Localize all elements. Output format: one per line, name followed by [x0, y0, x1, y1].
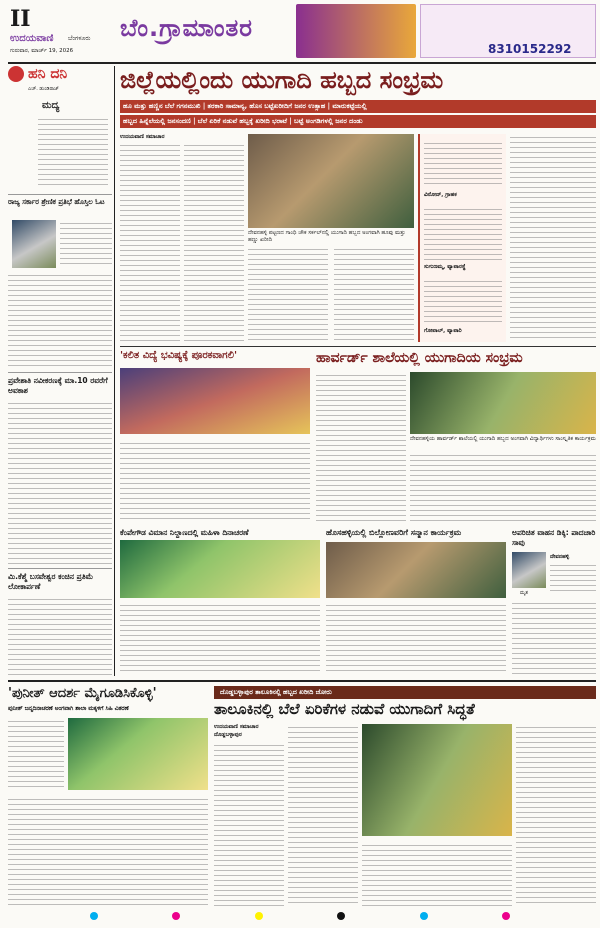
lead-subhead-1: ಹೂ ಮತ್ತು ಹಣ್ಣಿನ ಬೆಲೆ ಗಗನಮುಖಿ | ತರಕಾರಿ ಸಾಮಾನ್ಯ, ಹೊಸ ಬಟ್ಟೆಖರೀದಿಗೆ ಜನರ ಉತ್ಸಾಹ | ಮಾರುಕಟ್ಟೆಯಲ್ಲಿ — [120, 100, 596, 113]
school-text — [120, 440, 310, 522]
divider — [8, 568, 112, 569]
women-text — [120, 602, 320, 674]
women-headline: ಕೆಂಪೇಗೌಡ ವಿಮಾನ ನಿಲ್ದಾಣದಲ್ಲಿ ಮಹಿಳಾ ದಿನಾಚರಣೆ — [120, 528, 249, 537]
bottom-byline: ಉದಯವಾಣಿ ಸಮಾಚಾರ — [214, 724, 259, 730]
school-photo — [120, 368, 310, 434]
portrait-photo — [12, 220, 56, 268]
lead-photo — [248, 134, 414, 228]
poem-text — [38, 116, 108, 188]
ad-phone: 8310152292 — [488, 42, 572, 56]
poem-title: ಮದ್ಯ — [42, 100, 60, 111]
quote2-text — [424, 206, 502, 260]
story-headline: ರಾಜ್ಯ ಸರ್ಕಾರ ಶ್ರೇಣಿಕ ಪ್ರತಿಭೆ ಹೊಸ್ತಿಲ ಓಟ — [8, 198, 105, 206]
harvard-text-2 — [410, 452, 596, 522]
bottom-right-text-2 — [288, 724, 358, 906]
story3-text — [8, 596, 112, 676]
bottom-left-photo — [68, 718, 208, 790]
accident-text — [550, 562, 596, 592]
lead-text-col5 — [510, 134, 596, 342]
masthead-ad-1 — [296, 4, 416, 58]
lead-text-col2 — [184, 142, 244, 342]
bottom-right-headline: ತಾಲೂಕಿನಲ್ಲಿ ಬೆಲೆ ಏರಿಕೆಗಳ ನಡುವೆ ಯುಗಾದಿಗೆ ಸಿದ್ಧತೆ — [214, 700, 475, 718]
hosahalli-photo — [326, 542, 506, 598]
school-headline: 'ಕಲಿತ ವಿದ್ಯೆ ಭವಿಷ್ಯಕ್ಕೆ ಪೂರಕವಾಗಲಿ' — [120, 350, 238, 361]
registration-mark — [172, 912, 180, 920]
quote1-author: ವಿನೋದ್, ಗ್ರಾಹಕ — [424, 192, 457, 198]
quote3-author: ಗೋಪಾಲ್, ವ್ಯಾಪಾರಿ — [424, 328, 462, 334]
bottom-left-headline: 'ಪುನೀತ್ ಆದರ್ಶ ಮೈಗೂಡಿಸಿಕೊಳ್ಳಿ' — [8, 686, 157, 701]
accident-headline: ಅಪರಿಚಿತ ವಾಹನ ಡಿಕ್ಕಿ: ಪಾದಚಾರಿ ಸಾವು — [512, 528, 596, 547]
column-badge — [8, 66, 24, 82]
quote3-text — [424, 278, 502, 324]
bottom-right-text-4 — [516, 724, 596, 906]
story2-text — [8, 400, 112, 564]
bottom-left-sub: ಪುನೀತ್ ಜನ್ಮದಿನಾಚರಣೆ ಅಂಗವಾಗಿ ಶಾಲಾ ಮಕ್ಕಳಿಗೆ ಸಿಹಿ ವಿತರಣೆ — [8, 706, 129, 712]
registration-mark — [420, 912, 428, 920]
lead-photo-caption: ದೇವನಹಳ್ಳಿ ಪಟ್ಟಣದ ಗಾಂಧಿ ಚೌಕ ಸರ್ಕಲ್‌ನಲ್ಲಿ ಯುಗಾದಿ ಹಬ್ಬದ ಅಂಗವಾಗಿ ಹೂವು ಮತ್ತು ಹಣ್ಣು ಖರೀದಿ — [248, 230, 406, 243]
registration-mark — [90, 912, 98, 920]
victim-label: ಮೃತ — [520, 590, 528, 596]
bottom-right-photo — [362, 724, 512, 836]
bottom-right-text-3 — [362, 842, 512, 906]
divider — [8, 194, 112, 195]
quote1-text — [424, 140, 502, 188]
accident-tag: ದೇವನಹಳ್ಳಿ — [550, 554, 570, 560]
edition: ಬೆಂಗಳೂರು — [68, 35, 91, 42]
women-photo — [120, 540, 320, 598]
hosahalli-headline: ಹೊಸಹಳ್ಳಿಯಲ್ಲಿ ಬಿಲ್ಲೋಣವರಿಗೆ ಸನ್ಮಾನ ಕಾರ್ಯಕ್ರಮ — [326, 528, 462, 537]
column-title: ಹನಿ ದನಿ — [28, 66, 68, 82]
lead-text-col1 — [120, 142, 180, 342]
registration-mark — [502, 912, 510, 920]
registration-mark — [255, 912, 263, 920]
bottom-banner: ದೊಡ್ಡಬಳ್ಳಾಪುರ ತಾಲೂಕಿನಲ್ಲಿ ಹಬ್ಬದ ಖರೀದಿ ಜೋರು — [214, 686, 596, 699]
lead-byline: ಉದಯವಾಣಿ ಸಮಾಚಾರ — [120, 134, 165, 140]
lead-subhead-2: ಹಬ್ಬದ ಹಿನ್ನೆಲೆಯಲ್ಲಿ ಜನಸಂದಣಿ | ಬೆಲೆ ಏರಿಕೆ ನಡುವೆ ಹಬ್ಬಕ್ಕೆ ಖರೀದಿ ಭರಾಟೆ | ಬಟ್ಟೆ ಅಂಗಡಿಗಳಲ್ಲಿ ಜನರ ದಂಡು — [120, 115, 596, 128]
lead-bottom-rule — [120, 346, 596, 347]
page-number: II — [10, 6, 31, 32]
hosahalli-text — [326, 602, 506, 674]
harvard-text — [316, 372, 406, 522]
masthead — [0, 0, 600, 62]
divider — [8, 372, 112, 373]
section-divider — [8, 680, 596, 682]
bottom-left-text-2 — [8, 796, 208, 906]
story3-headline: ಮಿ.ಕೆಶ್ಮೆ ಬಸವೇಶ್ವರ ಕಂಚಿನ ಪ್ರತಿಮೆ ಲೋಕಾರ್ಪಣೆ — [8, 572, 94, 591]
sidebar-divider — [114, 66, 115, 676]
story2-headline: ಪ್ರವೇಶಾತಿ ನವೀಕರಣಕ್ಕೆ ಮಾ.10 ರವರೆಗೆ ಅವಕಾಶ — [8, 376, 108, 395]
accident-text-2 — [512, 600, 596, 674]
lead-headline: ಜಿಲ್ಲೆಯಲ್ಲಿಂದು ಯುಗಾದಿ ಹಬ್ಬದ ಸಂಭ್ರಮ — [120, 66, 444, 94]
quote2-author: ಸುಗುಣಮ್ಮ, ವ್ಯಾಪಾರಸ್ಥೆ — [424, 264, 466, 270]
print-registration-marks — [90, 912, 510, 922]
section-title: ಬೆಂ.ಗ್ರಾಮಾಂತರ — [120, 14, 253, 42]
bottom-right-text-1 — [214, 742, 284, 906]
harvard-caption: ದೇವನಹಳ್ಳಿಯ ಹಾರ್ವರ್ಡ್ ಶಾಲೆಯಲ್ಲಿ ಯುಗಾದಿ ಹಬ್ಬದ ಅಂಗವಾಗಿ ವಿದ್ಯಾರ್ಥಿಗಳು ಸಾಂಸ್ಕೃತಿಕ ಕಾರ್ಯಕ್ರಮ — [410, 436, 596, 442]
harvard-photo — [410, 372, 596, 434]
registration-mark — [337, 912, 345, 920]
column-author: ಎಚ್. ಡುಂಡಿರಾಜ್ — [28, 86, 59, 92]
victim-photo — [512, 552, 546, 588]
bottom-dateline: ದೊಡ್ಡಬಳ್ಳಾಪುರ — [214, 732, 242, 738]
date: ಗುರುವಾರ, ಮಾರ್ಚ್ 19, 2026 — [10, 48, 74, 54]
bottom-left-text — [8, 718, 64, 790]
left-sidebar — [8, 66, 112, 676]
lead-text-col4 — [334, 246, 414, 342]
paper-name: ಉದಯವಾಣಿ — [10, 33, 54, 44]
harvard-headline: ಹಾರ್ವರ್ಡ್ ಶಾಲೆಯಲ್ಲಿ ಯುಗಾದಿಯ ಸಂಭ್ರಮ — [316, 350, 523, 366]
lead-text-col3 — [248, 246, 328, 342]
masthead-divider — [8, 62, 596, 64]
story-text — [60, 220, 112, 268]
story-text-2 — [8, 272, 112, 368]
